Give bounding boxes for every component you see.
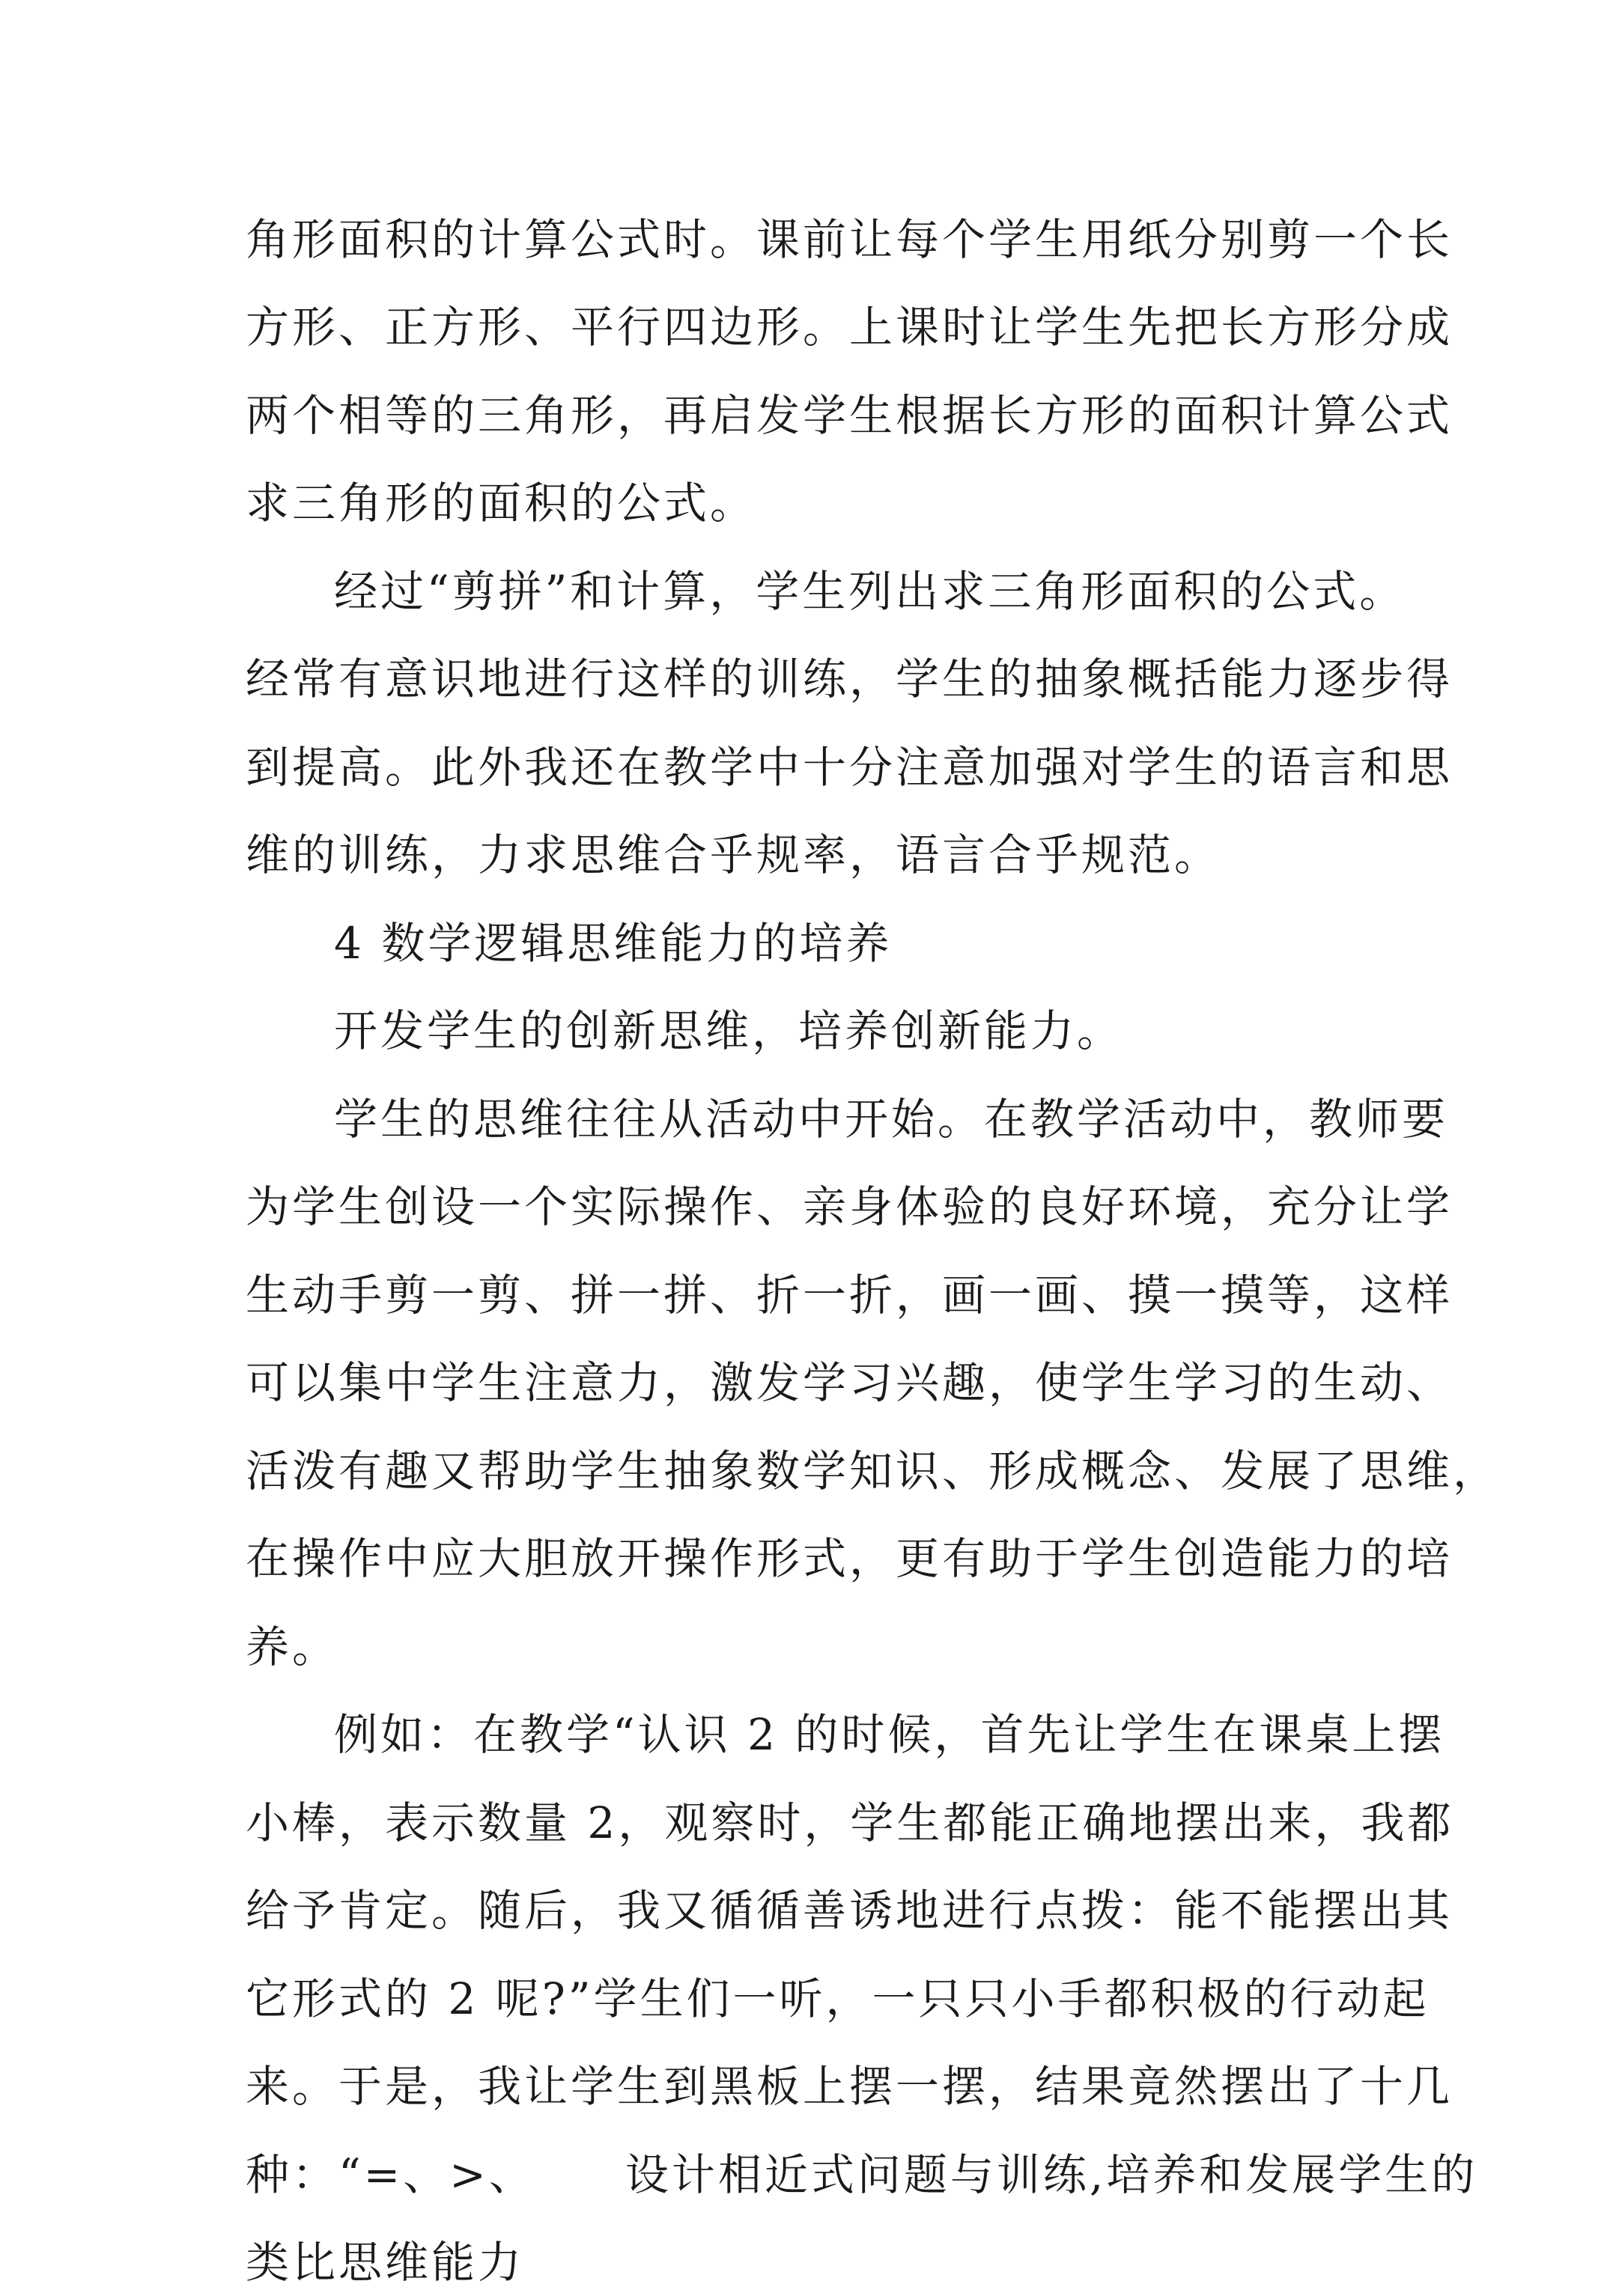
text-line: 经常有意识地进行这样的训练，学生的抽象概括能力逐步得 (246, 654, 1453, 704)
text-line: 可以集中学生注意力，激发学习兴趣，使学生学习的生动、 (246, 1357, 1453, 1408)
text-line: 两个相等的三角形，再启发学生根据长方形的面积计算公式 (246, 390, 1453, 441)
text-fragment: 种：“=、>、 (246, 2149, 535, 2200)
section-heading: 4 数学逻辑思维能力的培养 (334, 918, 893, 969)
text-line: 维的训练，力求思维合乎规率，语言合乎规范。 (246, 829, 1221, 880)
text-line: 到提高。此外我还在教学中十分注意加强对学生的语言和思 (246, 742, 1453, 793)
text-line: 为学生创设一个实际操作、亲身体验的良好环境，充分让学 (246, 1181, 1453, 1232)
text-line: 小棒，表示数量 2，观察时，学生都能正确地摆出来，我都 (246, 1797, 1454, 1848)
text-line: 求三角形的面积的公式。 (246, 478, 757, 529)
text-line: 它形式的 2 呢?”学生们一听，一只只小手都积极的行动起 (246, 1973, 1430, 2024)
text-fragment: 设计相近式问题与训练,培养和发展学生的 (625, 2149, 1478, 2200)
text-line: 在操作中应大胆放开操作形式，更有助于学生创造能力的培 (246, 1533, 1453, 1584)
text-line: 给予肯定。随后，我又循循善诱地进行点拨：能不能摆出其 (246, 1885, 1453, 1936)
text-line: 养。 (246, 1621, 339, 1672)
paragraph-start-line: 开发学生的创新思维，培养创新能力。 (334, 1005, 1124, 1056)
text-line: 生动手剪一剪、拼一拼、折一折，画一画、摸一摸等，这样 (246, 1270, 1453, 1321)
text-line: 方形、正方形、平行四边形。上课时让学生先把长方形分成 (246, 302, 1453, 353)
text-line: 来。于是，我让学生到黑板上摆一摆，结果竟然摆出了十几 (246, 2061, 1453, 2112)
paragraph-start-line: 例如：在教学“认识 2 的时候，首先让学生在课桌上摆 (334, 1709, 1445, 1760)
text-line (246, 2141, 1478, 2208)
text-line: 角形面积的计算公式时。课前让每个学生用纸分别剪一个长 (246, 214, 1453, 265)
text-line: 活泼有趣又帮助学生抽象数学知识、形成概念、发展了思维， (246, 1446, 1500, 1496)
paragraph-start-line: 学生的思维往往从活动中开始。在教学活动中，教师要 (334, 1094, 1449, 1145)
text-line: 类比思维能力 (246, 2237, 525, 2288)
paragraph-start-line: 经过“剪拼”和计算，学生列出求三角形面积的公式。 (334, 566, 1406, 617)
